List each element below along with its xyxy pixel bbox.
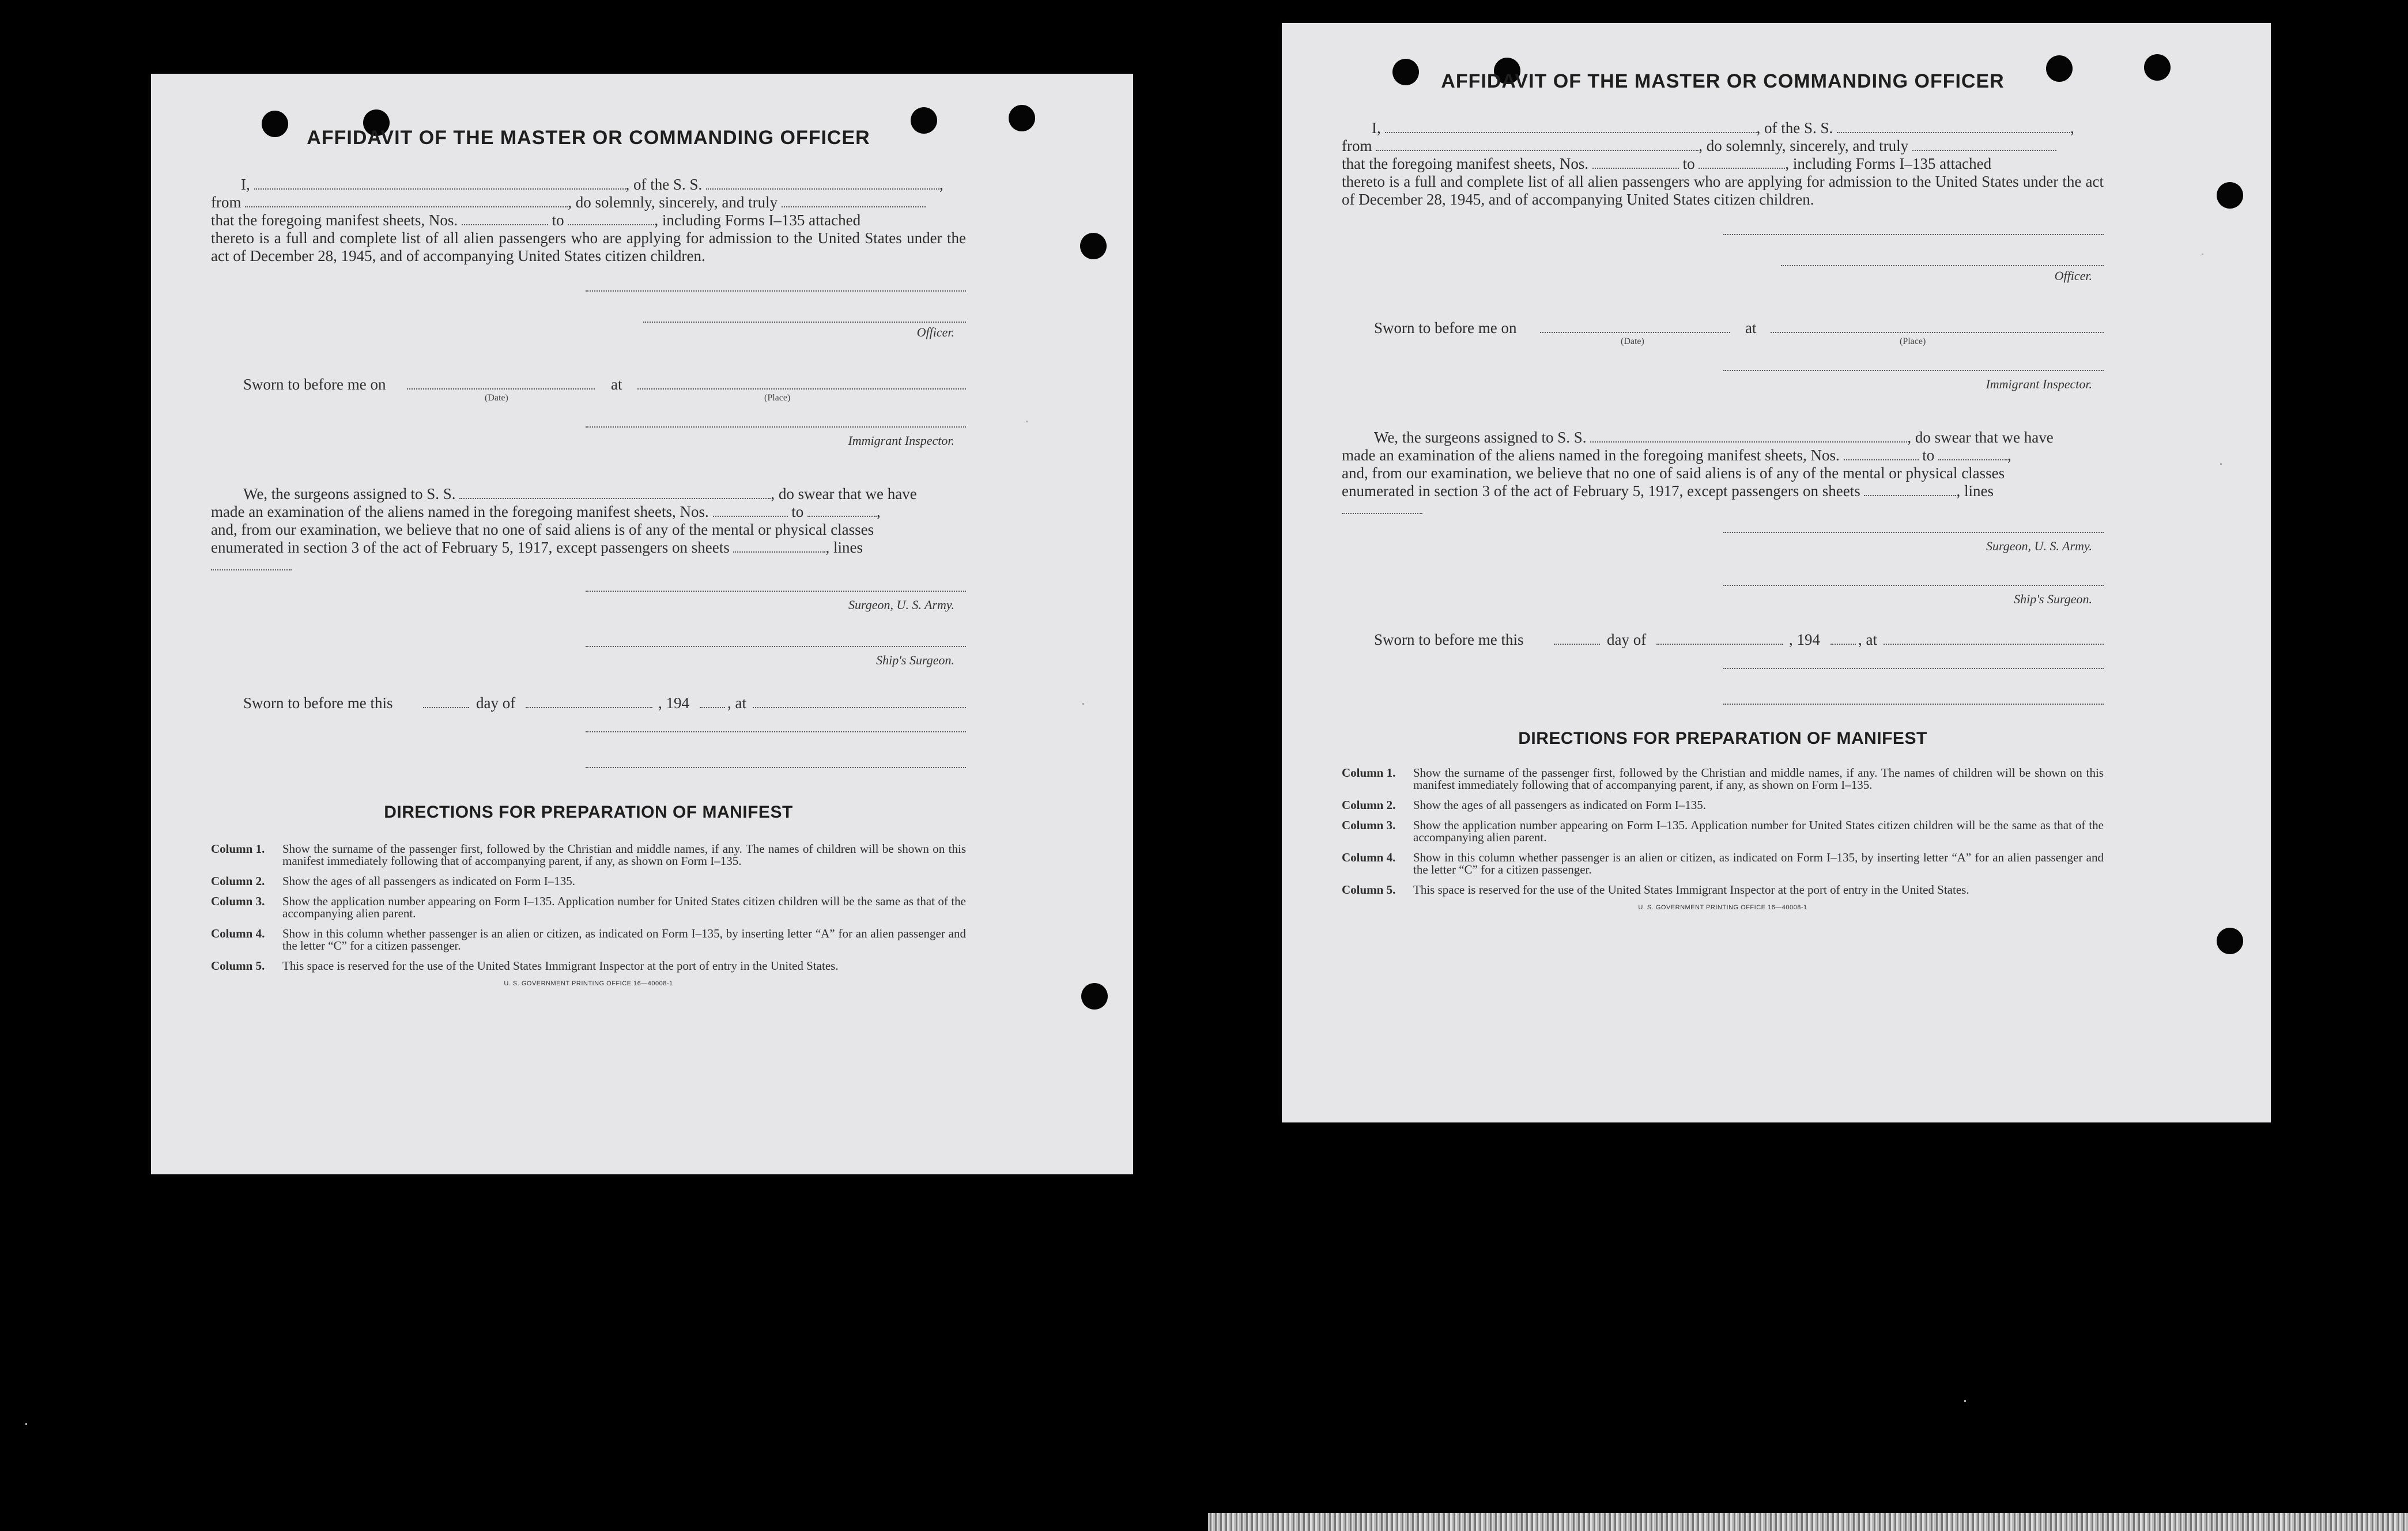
officer-signature-line-2[interactable] (643, 322, 966, 323)
surgeons-paragraph: We, the surgeons assigned to S. S. , do swear that we have made an examination of the aliens named in the foregoing manifest sheets, Nos. to , and, from our examination, we believe that no one of said aliens is of any of the mental or physical classes enumerated in section 3 of the act of February 5, 1917, except passengers on sheets , lines (1342, 429, 2104, 518)
oath-field[interactable] (782, 206, 926, 207)
sworn-date-row: Sworn to before me on (Date) at (Place) (1342, 319, 2104, 354)
from-port-field[interactable] (245, 206, 568, 207)
army-surgeon-label: Surgeon, U. S. Army. (1986, 539, 2092, 553)
sworn-day-row: Sworn to before me this day of , 194 , at (211, 694, 966, 729)
officer-signature (211, 290, 966, 358)
exception-sheets-field[interactable] (733, 551, 825, 553)
surgeon-sheet-to-field[interactable] (1938, 459, 2007, 460)
final-signature-line-2[interactable] (586, 767, 966, 768)
from-port-field[interactable] (1376, 149, 1699, 151)
army-surgeon-line[interactable] (586, 591, 966, 592)
sworn-year-field[interactable] (700, 707, 725, 708)
sworn-place-field-2[interactable] (753, 707, 966, 708)
direction-row: Column 5. This space is reserved for the use of the United States Immigrant Inspector at the port of entry in the United States. (211, 959, 839, 973)
sworn-day-field[interactable] (1554, 644, 1600, 645)
inspector-signature (1342, 354, 2104, 411)
exception-lines-field[interactable] (211, 569, 292, 570)
direction-row: Column 5. This space is reserved for the use of the United States Immigrant Inspector at the port of entry in the United States. (1342, 883, 1969, 897)
affidavit-form (211, 127, 966, 987)
direction-row: Column 4. Show in this column whether passenger is an alien or citizen, as indicated on Form I–135, by inserting letter “A” for an alien passenger and the letter “C” for a citizen passenger. (211, 927, 966, 952)
scan-speck (1026, 421, 1028, 422)
sheet-from-field[interactable] (462, 224, 548, 225)
surgeon-ship-field[interactable] (459, 497, 771, 499)
direction-row: Column 4. Show in this column whether passenger is an alien or citizen, as indicated on Form I–135, by inserting letter “A” for an alien passenger and the letter “C” for a citizen passenger. (1342, 850, 2104, 876)
army-surgeon-line[interactable] (1723, 532, 2104, 533)
sworn-date-field[interactable] (1540, 332, 1730, 333)
surgeon-sheet-from-field[interactable] (713, 515, 788, 517)
punch-hole (1009, 105, 1035, 131)
printing-office-note: U. S. GOVERNMENT PRINTING OFFICE 16—40008-1 (504, 980, 673, 987)
officer-label: Officer. (916, 325, 954, 339)
final-signatures (1342, 666, 2104, 729)
final-signature-line-1[interactable] (586, 731, 966, 732)
affidavit-form (1342, 70, 2104, 911)
manifest-page-right (1282, 23, 2271, 1122)
direction-row: Column 3. Show the application number appearing on Form I–135. Application number for United States citizen children will be the same as that of the accompanying alien parent. (211, 894, 966, 920)
manifest-page-left (151, 74, 1133, 1174)
sworn-year-field[interactable] (1830, 644, 1856, 645)
sworn-place-field[interactable] (1771, 332, 2104, 333)
surgeons-paragraph: We, the surgeons assigned to S. S. , do swear that we have made an examination of the aliens named in the foregoing manifest sheets, Nos. to , and, from our examination, we believe that no one of said aliens is of any of the mental or physical classes enumerated in section 3 of the act of February 5, 1917, except passengers on sheets , lines (211, 485, 966, 574)
inspector-signature (211, 410, 966, 468)
ship-name-field[interactable] (706, 188, 939, 190)
punch-hole (2217, 928, 2243, 954)
exception-sheets-field[interactable] (1864, 494, 1956, 496)
sworn-date-field[interactable] (407, 388, 595, 390)
direction-row: Column 1. Show the surname of the passenger first, followed by the Christian and middle names, if any. The names of children will be shown on this manifest immediately following that of accompanying parent, if any, as shown on Form I–135. (211, 842, 966, 868)
sheet-from-field[interactable] (1592, 167, 1679, 169)
sworn-date-row: Sworn to before me on (Date) at (Place) (211, 376, 966, 410)
army-surgeon-label: Surgeon, U. S. Army. (848, 598, 954, 612)
ship-surgeon-signature (1342, 585, 2104, 629)
ship-surgeon-label: Ship's Surgeon. (876, 653, 954, 667)
direction-row: Column 2. Show the ages of all passengers as indicated on Form I–135. (211, 874, 575, 888)
directions-title: DIRECTIONS FOR PREPARATION OF MANIFEST (384, 803, 793, 822)
scan-speck (25, 1423, 27, 1425)
master-name-field[interactable] (254, 188, 626, 190)
sheet-to-field[interactable] (568, 224, 654, 225)
final-signature-line-2[interactable] (1723, 704, 2104, 705)
ship-surgeon-line[interactable] (1723, 585, 2104, 586)
master-name-field[interactable] (1385, 131, 1757, 133)
final-signature-line-1[interactable] (1723, 668, 2104, 669)
inspector-signature-line[interactable] (1723, 370, 2104, 371)
scan-speck (1964, 1400, 1966, 1402)
affidavit-paragraph: I, , of the S. S. , from , do solemnly, sincerely, and truly that the foregoing manifest sheets, Nos. to , including Forms I–135 attached thereto is a full and complete list of all alien passengers who are applying for admission to the United States under the act of December 28, 1945, and of accompanying United States citizen children. (1342, 119, 2104, 208)
direction-row: Column 3. Show the application number appearing on Form I–135. Application number for United States citizen children will be the same as that of the accompanying alien parent. (1342, 818, 2104, 844)
sworn-month-field[interactable] (1656, 644, 1783, 645)
surgeon-sheet-to-field[interactable] (807, 515, 877, 517)
army-surgeon-signature (1342, 532, 2104, 585)
sworn-day-field[interactable] (423, 707, 469, 708)
direction-row: Column 1. Show the surname of the passenger first, followed by the Christian and middle names, if any. The names of children will be shown on this manifest immediately following that of accompanying parent, if any, as shown on Form I–135. (1342, 766, 2104, 792)
officer-signature-line[interactable] (586, 290, 966, 292)
ship-surgeon-signature (211, 646, 966, 692)
army-surgeon-signature (211, 591, 966, 646)
ship-surgeon-label: Ship's Surgeon. (2014, 592, 2092, 606)
directions-list (211, 843, 966, 972)
ship-name-field[interactable] (1837, 131, 2070, 133)
officer-label: Officer. (2054, 269, 2092, 283)
affidavit-paragraph: I, , of the S. S. , from , do solemnly, sincerely, and truly that the foregoing manifest sheets, Nos. to , including Forms I–135 attached thereto is a full and complete list of all alien passengers who are applying for admission to the United States under the act of December 28, 1945, and of accompanying United States citizen children. (211, 176, 966, 264)
inspector-label: Immigrant Inspector. (848, 433, 954, 448)
officer-signature-line[interactable] (1723, 234, 2104, 235)
inspector-label: Immigrant Inspector. (1986, 377, 2092, 391)
scanner-edge-strip (1208, 1513, 2408, 1531)
punch-hole (1081, 983, 1108, 1010)
surgeon-ship-field[interactable] (1590, 441, 1907, 443)
surgeon-sheet-from-field[interactable] (1844, 459, 1919, 460)
oath-field[interactable] (1912, 149, 2056, 151)
printing-office-note: U. S. GOVERNMENT PRINTING OFFICE 16—40008-1 (1638, 904, 1807, 911)
scan-speck (2202, 254, 2203, 255)
directions-title: DIRECTIONS FOR PREPARATION OF MANIFEST (1518, 729, 1927, 748)
sheet-to-field[interactable] (1699, 167, 1785, 169)
punch-hole (1080, 233, 1107, 259)
sworn-place-field-2[interactable] (1884, 644, 2104, 645)
inspector-signature-line[interactable] (586, 426, 966, 428)
punch-hole (2217, 182, 2243, 209)
scan-speck (2220, 463, 2222, 465)
direction-row: Column 2. Show the ages of all passengers as indicated on Form I–135. (1342, 798, 1706, 812)
scan-speck (1082, 703, 1084, 705)
final-signatures (211, 729, 966, 798)
exception-lines-field[interactable] (1342, 512, 1422, 514)
affidavit-title: AFFIDAVIT OF THE MASTER OR COMMANDING OFFICER (1441, 70, 2005, 92)
affidavit-title: AFFIDAVIT OF THE MASTER OR COMMANDING OFFICER (307, 127, 870, 149)
punch-hole (2144, 54, 2171, 81)
officer-signature-line-2[interactable] (1781, 265, 2104, 266)
ship-surgeon-line[interactable] (586, 646, 966, 647)
sworn-place-field[interactable] (637, 388, 966, 390)
sworn-day-row: Sworn to before me this day of , 194 , at (1342, 631, 2104, 666)
sworn-month-field[interactable] (526, 707, 652, 708)
officer-signature (1342, 234, 2104, 302)
directions-list (1342, 767, 2104, 896)
